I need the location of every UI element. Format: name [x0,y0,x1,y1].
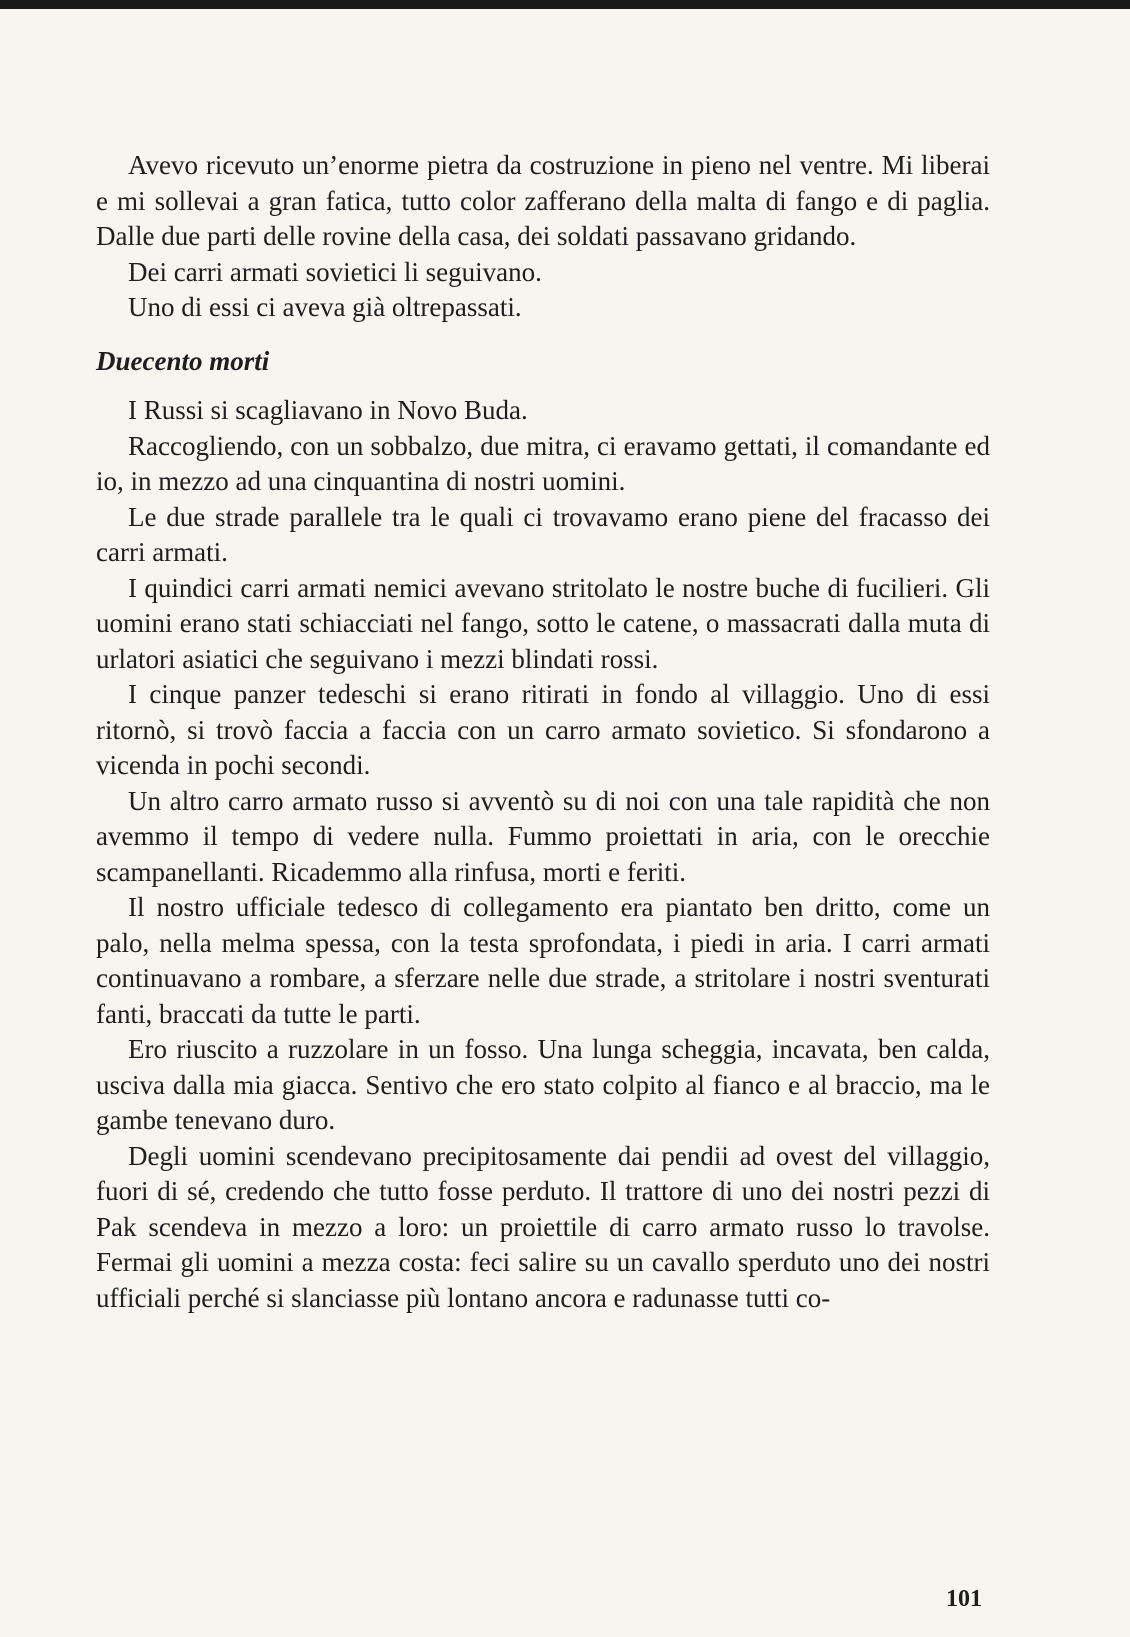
book-page-text [96,148,990,1316]
paragraph: I Russi si scagliavano in Novo Buda. [128,395,528,425]
paragraph: Il nostro ufficiale tedesco di collegamento era piantato ben dritto, come un palo, nella melma spessa, con la testa sprofondata, i piedi in aria. I carri armati continuavano a rombare, a sferzare nelle due strade, a stritolare i nostri sventurati fanti, braccati da tutte le parti. [96,892,990,1029]
paragraph: I cinque panzer tedeschi si erano ritirati in fondo al villaggio. Uno di essi ritornò, si trovò faccia a faccia con un carro armato sovietico. Si sfondarono a vicenda in pochi secondi. [96,679,990,780]
paragraph: Uno di essi ci aveva già oltrepassati. [128,292,522,322]
paragraph: Le due strade parallele tra le quali ci trovavamo erano piene del fracasso dei carri armati. [96,501,990,567]
paragraph: Degli uomini scendevano precipitosamente dai pendii ad ovest del villaggio, fuori di sé, credendo che tutto fosse perduto. Il trattore di uno dei nostri pezzi di Pak scendeva in mezzo a loro: un proiettile di carro armato russo lo travolse. Fermai gli uomini a mezza costa: feci salire su un cavallo sperduto uno dei nostri ufficiali perché si slanciasse più lontano ancora e radunasse tutti co- [96,1140,990,1313]
top-border-rule [0,0,1130,9]
paragraph: Raccogliendo, con un sobbalzo, due mitra, ci eravamo gettati, il comandante ed io, in mezzo ad una cinquantina di nostri uomini. [96,430,990,496]
paragraph: Dei carri armati sovietici li seguivano. [128,256,542,287]
paragraph: I quindici carri armati nemici avevano stritolato le nostre buche di fucilieri. Gli uomini erano stati schiacciati nel fango, sotto le catene, o massacrati dalla muta di urlatori asiatici che seguivano i mezzi blindati rossi. [96,572,990,674]
paragraph: Un altro carro armato russo si avventò su di noi con una tale rapidità che non avemmo il tempo di vedere nulla. Fummo proiettati in aria, con le orecchie scampanellanti. Ricademmo alla rinfusa, morti e feriti. [96,785,990,887]
section-heading: Duecento morti [96,345,270,376]
paragraph: Ero riuscito a ruzzolare in un fosso. Una lunga scheggia, incavata, ben calda, usciva dalla mia giacca. Sentivo che ero stato colpito al fianco e al braccio, ma le gambe tenevano duro. [96,1034,990,1135]
paragraph: Avevo ricevuto un’enorme pietra da costruzione in pieno nel ventre. Mi liberai e mi sollevai a gran fatica, tutto color zafferano della malta di fango e di paglia. Dalle due parti delle rovine della casa, dei soldati passavano gridando. [96,150,990,251]
page-number: 101 [946,1586,982,1612]
